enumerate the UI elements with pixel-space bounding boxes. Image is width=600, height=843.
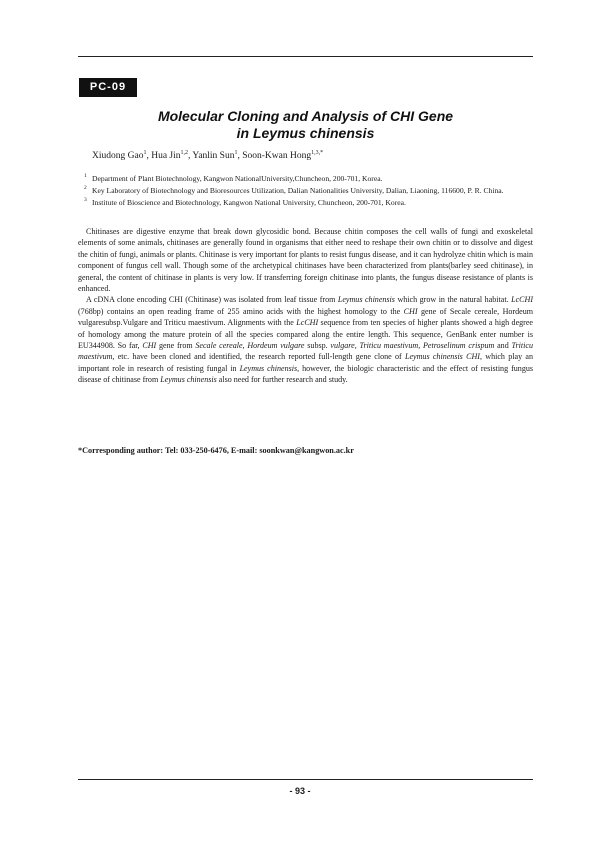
text-run: subsp.: [304, 341, 331, 351]
text-run: gene from: [156, 341, 196, 351]
text-run: , however, the biologic characteristic and the effect of resisting fungus disease of chitinase from: [78, 363, 533, 385]
abstract-paragraph-1: Chitinases are digestive enzyme that break down glycosidic bond. Because chitin composes the cell walls of fungi and exoskeletal elements of some animals, chitinases are generally found in organisms that either need to reshape their own chitin or to dissolve and digest the chitin of fungi, animals or plants. Chitinase is very important for plants to resist fungus disease, and it can hydrolyze chitin which is main component of fungus cell wall. Though some of the archetypical chitinases have been characterized from plants(barley seed chitinase), in general, the content of chitinase in plants is very low. If transferring foreign chitinase into plants, the fungus disease resistance of plants is enhanced.: [78, 227, 533, 294]
text-run: A cDNA clone encoding CHI (Chitinase) was isolated from leaf tissue from: [86, 295, 338, 305]
italic-term: Secale cereale: [195, 341, 243, 351]
italic-term: CHI: [142, 341, 157, 351]
author: Hua Jin$^{1,2}$,: [151, 150, 193, 162]
italic-term: LcCHI: [296, 318, 319, 328]
author: Soon-Kwan Hong$^{1,3,*}$: [242, 150, 324, 162]
italic-term: CHI: [403, 306, 418, 316]
paper-title: [78, 108, 533, 142]
affiliation-item: 2 Key Laboratory of Biotechnology and Bioresources Utilization, Dalian Nationalities University, Dalian, Liaoning, 116600, P. R. China.: [84, 185, 504, 195]
text-run: ,: [418, 341, 423, 351]
italic-term: Triticu maestivum: [78, 341, 533, 362]
top-rule: [78, 56, 533, 57]
text-run: which grow in the natural habitat.: [394, 295, 512, 305]
title-line-2: in Leymus chinensis: [236, 125, 375, 141]
text-run: , which play an important role in research of resisting fungal in: [78, 352, 533, 373]
italic-term: Leymus chinensis CHI: [404, 352, 480, 362]
author-list: [92, 150, 323, 161]
abstract-body: [78, 226, 533, 386]
abstract-paragraph-2: [78, 294, 533, 385]
italic-term: Triticu maestivum: [359, 341, 419, 351]
text-run: ,: [354, 341, 360, 351]
page-number: - 93 -: [289, 786, 311, 796]
affiliation-item: 3 Institute of Bioscience and Biotechnology, Kangwon National University, Chuncheon, 200-701, Korea.: [84, 197, 406, 207]
text-run: ,: [242, 341, 248, 351]
italic-term: Petroselinum crispum: [422, 341, 495, 351]
italic-term: Leymus chinensis: [160, 375, 217, 385]
italic-term: Leymus chinensis: [337, 295, 395, 305]
text-run: and: [494, 341, 512, 351]
title-line-1: Molecular Cloning and Analysis of CHI Gene: [157, 108, 454, 124]
italic-term: LcCHI: [511, 295, 534, 305]
text-run: gene of Secale cereale, Hordeum vulgaresubsp.Vulgare and Triticu maestivum. Alignments with the: [78, 306, 533, 328]
italic-term: Leymus chinensis: [239, 363, 298, 373]
text-run: (768bp) contains an open reading frame of 255 amino acids with the highest homology to the: [78, 306, 404, 316]
italic-term: vulgare: [330, 341, 355, 351]
text-run: also need for further research and study.: [216, 375, 348, 385]
affiliation-item: 1 Department of Plant Biotechnology, Kangwon NationalUniversity,Chuncheon, 200-701, Korea.: [84, 173, 383, 183]
corresponding-author: *Corresponding author: Tel: 033-250-6476, E-mail: soonkwan@kangwon.ac.kr: [78, 446, 354, 455]
affiliation-list: [78, 173, 533, 209]
text-run: , etc. have been cloned and identified, the research reported full-length gene clone of: [112, 352, 405, 362]
text-run: sequence from ten species of higher plants showed a high degree of homology among the mature protein of all the species compared along the entire length. This sequence, GenBank enter number is EU344908. So far,: [78, 318, 533, 351]
bottom-rule: [78, 779, 533, 780]
italic-term: Hordeum vulgare: [247, 341, 305, 351]
author: Yanlin Sun$^1$,: [192, 150, 243, 162]
abstract-code-badge: PC-09: [79, 78, 137, 97]
author: Xiudong Gao$^1$,: [92, 150, 152, 162]
